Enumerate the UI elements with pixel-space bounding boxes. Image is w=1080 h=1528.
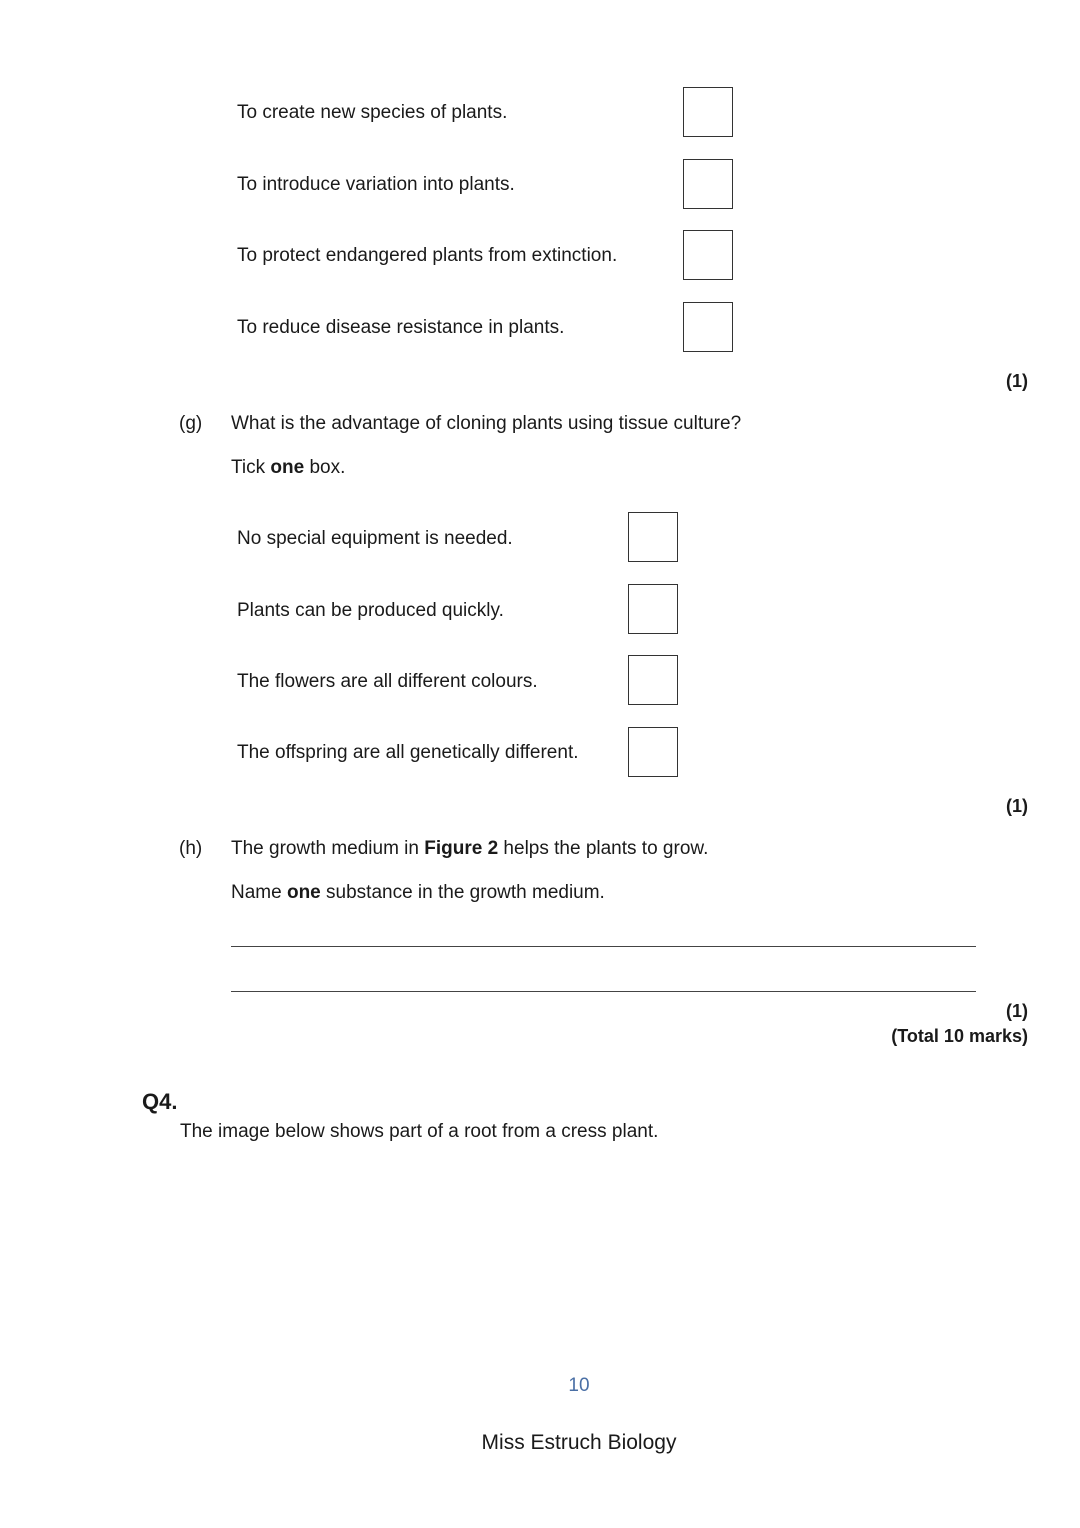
option-g-1: No special equipment is needed. — [237, 528, 513, 549]
tick-box-g-4[interactable] — [628, 727, 678, 777]
instruction-h: Name one substance in the growth medium. — [231, 882, 605, 903]
tick-box-f-3[interactable] — [683, 230, 733, 280]
total-marks: (Total 10 marks) — [891, 1026, 1028, 1046]
option-g-4: The offspring are all genetically different. — [237, 742, 579, 763]
option-g-3: The flowers are all different colours. — [237, 671, 538, 692]
tick-box-f-2[interactable] — [683, 159, 733, 209]
part-label-g: (g) — [179, 413, 203, 434]
part-label-h: (h) — [179, 838, 203, 859]
option-g-2: Plants can be produced quickly. — [237, 600, 504, 621]
mark-g: (1) — [1006, 796, 1028, 816]
tick-box-g-2[interactable] — [628, 584, 678, 634]
tick-box-f-4[interactable] — [683, 302, 733, 352]
question-text-q4: The image below shows part of a root from a cress plant. — [180, 1121, 659, 1142]
question-g: What is the advantage of cloning plants using tissue culture? — [231, 413, 742, 434]
option-f-3: To protect endangered plants from extinction. — [237, 245, 618, 266]
instruction-g: Tick one box. — [231, 457, 346, 478]
option-f-4: To reduce disease resistance in plants. — [237, 317, 565, 338]
answer-line-2[interactable] — [231, 991, 976, 992]
tick-box-g-1[interactable] — [628, 512, 678, 562]
question-h: The growth medium in Figure 2 helps the plants to grow. — [231, 838, 709, 859]
question-heading-q4: Q4. — [142, 1089, 178, 1114]
footer-author: Miss Estruch Biology — [481, 1431, 677, 1454]
answer-line-1[interactable] — [231, 946, 976, 947]
page-number: 10 — [568, 1375, 590, 1396]
tick-box-f-1[interactable] — [683, 87, 733, 137]
option-f-2: To introduce variation into plants. — [237, 174, 515, 195]
mark-h: (1) — [1006, 1001, 1028, 1021]
tick-box-g-3[interactable] — [628, 655, 678, 705]
option-f-1: To create new species of plants. — [237, 102, 508, 123]
mark-f: (1) — [1006, 371, 1028, 391]
